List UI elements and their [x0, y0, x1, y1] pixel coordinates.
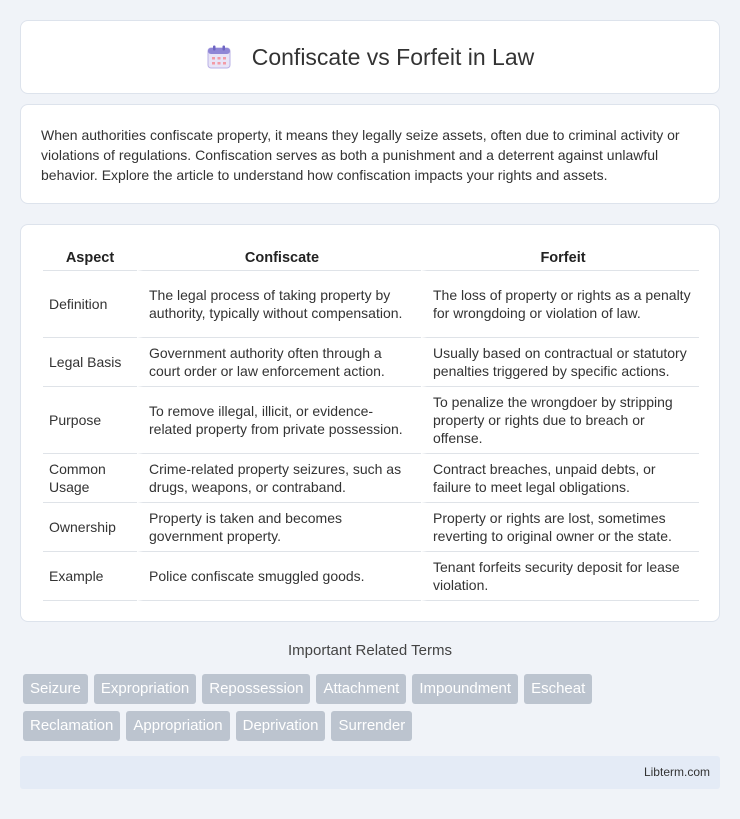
footer: [20, 756, 720, 789]
table-row: [43, 552, 699, 601]
table-cell-confiscate: Crime-related property seizures, such as drugs, weapons, or contraband.: [137, 454, 421, 503]
comparison-table-card: [20, 224, 720, 622]
related-term-tag[interactable]: Seizure: [23, 674, 88, 704]
related-term-tag[interactable]: Escheat: [524, 674, 592, 704]
header-aspect: Aspect: [43, 245, 137, 271]
related-term-tag[interactable]: Repossession: [202, 674, 310, 704]
header-forfeit: Forfeit: [421, 245, 699, 271]
related-term-tag[interactable]: Impoundment: [412, 674, 518, 704]
related-terms-title: Important Related Terms: [288, 642, 452, 659]
footer-site-link[interactable]: Libterm.com: [643, 765, 710, 779]
table-cell-aspect: Purpose: [43, 387, 137, 454]
intro-card: [20, 104, 720, 204]
related-term-tag[interactable]: Deprivation: [236, 711, 326, 741]
title-card: [20, 20, 720, 94]
related-term-tag[interactable]: Appropriation: [126, 711, 229, 741]
table-cell-aspect: Legal Basis: [43, 338, 137, 387]
table-cell-confiscate: Property is taken and becomes government property.: [137, 503, 421, 552]
related-terms-list: [23, 674, 723, 748]
table-cell-aspect: Ownership: [43, 503, 137, 552]
table-cell-confiscate: To remove illegal, illicit, or evidence-related property from private possession.: [137, 387, 421, 454]
table-row: [43, 338, 699, 387]
table-cell-aspect: Common Usage: [43, 454, 137, 503]
comparison-table: [43, 245, 699, 601]
related-term-tag[interactable]: Surrender: [331, 711, 412, 741]
table-cell-forfeit: The loss of property or rights as a penalty for wrongdoing or violation of law.: [421, 271, 699, 338]
table-cell-forfeit: Contract breaches, unpaid debts, or failure to meet legal obligations.: [421, 454, 699, 503]
table-cell-aspect: Definition: [43, 271, 137, 338]
page-title: Confiscate vs Forfeit in Law: [251, 43, 535, 70]
table-row: [43, 503, 699, 552]
table-cell-aspect: Example: [43, 552, 137, 601]
table-row: [43, 387, 699, 454]
table-cell-forfeit: To penalize the wrongdoer by stripping property or rights due to breach or offense.: [421, 387, 699, 454]
header-confiscate: Confiscate: [137, 245, 421, 271]
related-term-tag[interactable]: Expropriation: [94, 674, 196, 704]
table-cell-forfeit: Property or rights are lost, sometimes reverting to original owner or the state.: [421, 503, 699, 552]
calendar-icon: [206, 44, 232, 70]
table-row: [43, 454, 699, 503]
table-header-row: [43, 245, 699, 271]
related-term-tag[interactable]: Reclamation: [23, 711, 120, 741]
related-term-tag[interactable]: Attachment: [316, 674, 406, 704]
table-cell-forfeit: Usually based on contractual or statutory penalties triggered by specific actions.: [421, 338, 699, 387]
table-cell-confiscate: Police confiscate smuggled goods.: [137, 552, 421, 601]
intro-text: When authorities confiscate property, it means they legally seize assets, often due to criminal activity or violations of regulations. Confiscation serves as both a punishment and a deterrent against unlawful behavior. Explore the article to understand how confiscation impacts your rights and assets.: [41, 127, 680, 183]
table-cell-confiscate: Government authority often through a court order or law enforcement action.: [137, 338, 421, 387]
table-cell-forfeit: Tenant forfeits security deposit for lease violation.: [421, 552, 699, 601]
table-cell-confiscate: The legal process of taking property by authority, typically without compensation.: [137, 271, 421, 338]
table-row: [43, 271, 699, 338]
